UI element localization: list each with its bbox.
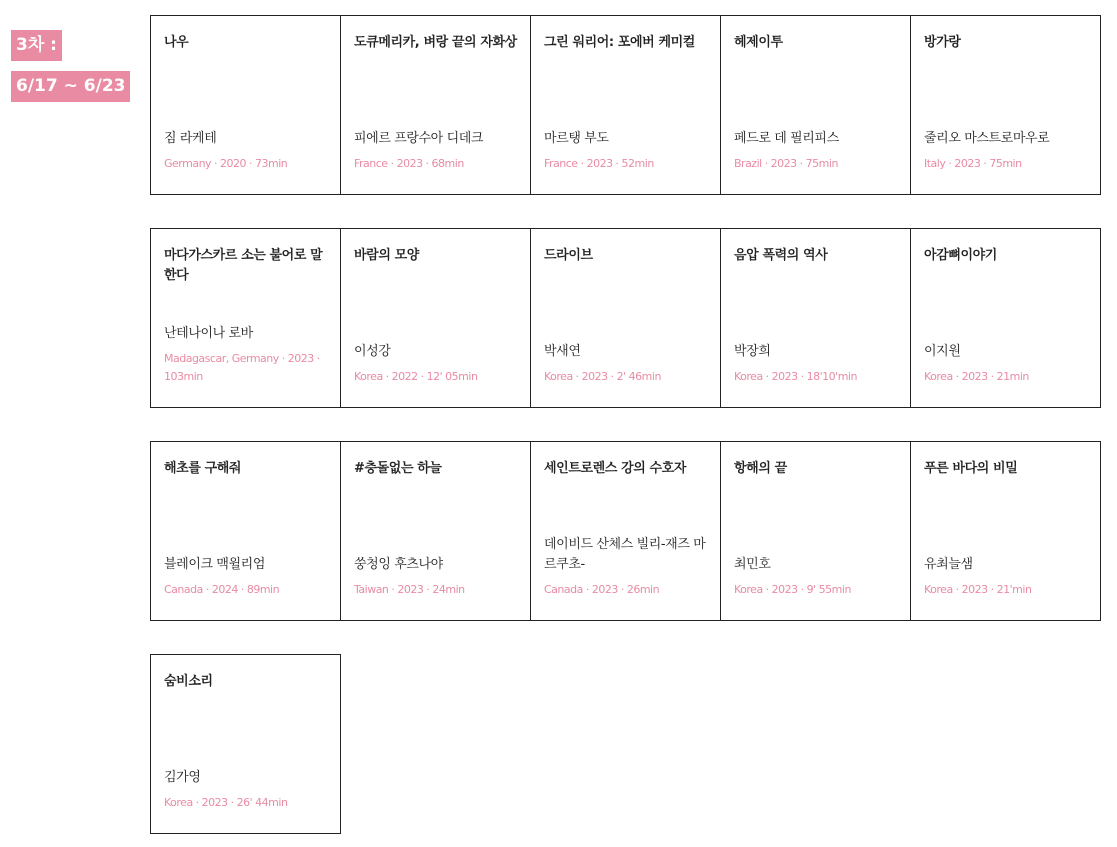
film-title: 해초를 구해줘 [164, 461, 242, 476]
film-card[interactable] [150, 654, 341, 834]
film-row [150, 654, 1102, 834]
film-director: 이지원 [924, 344, 961, 359]
screening-period [11, 30, 130, 102]
film-meta: Korea · 2023 · 21min [924, 370, 1029, 383]
film-card[interactable] [530, 441, 721, 621]
film-director: 줄리오 마스트로마우로 [924, 131, 1050, 146]
film-director: 박장희 [734, 344, 771, 359]
film-director: 이성강 [354, 344, 391, 359]
film-title: 숨비소리 [164, 674, 213, 689]
film-meta: Brazil · 2023 · 75min [734, 157, 838, 170]
film-meta: Korea · 2023 · 9' 55min [734, 583, 851, 596]
film-title: 나우 [164, 35, 189, 50]
film-card[interactable] [340, 228, 531, 408]
film-card[interactable] [910, 228, 1101, 408]
film-card[interactable] [530, 15, 721, 195]
film-director: 박새연 [544, 344, 581, 359]
film-meta: Korea · 2023 · 21'min [924, 583, 1032, 596]
film-director: 최민호 [734, 557, 771, 572]
film-card[interactable] [340, 441, 531, 621]
film-director: 김가영 [164, 770, 201, 785]
film-title: 그린 워리어: 포에버 케미컬 [544, 35, 695, 50]
film-title: 방가랑 [924, 35, 961, 50]
film-title: 헤제이투 [734, 35, 783, 50]
film-title: 음압 폭력의 역사 [734, 248, 828, 263]
film-card[interactable] [720, 15, 911, 195]
film-card[interactable] [150, 15, 341, 195]
film-card[interactable] [150, 228, 341, 408]
film-meta: Taiwan · 2023 · 24min [354, 583, 465, 596]
film-director: 난테나이나 로바 [164, 326, 253, 341]
film-title: 항해의 끝 [734, 461, 787, 476]
film-director: 블레이크 맥윌리엄 [164, 557, 265, 572]
film-title: 푸른 바다의 비밀 [924, 461, 1018, 476]
film-card[interactable] [150, 441, 341, 621]
film-meta: Korea · 2023 · 26' 44min [164, 796, 288, 809]
film-card[interactable] [340, 15, 531, 195]
film-meta: France · 2023 · 52min [544, 157, 654, 170]
film-director: 데이비드 산체스 빌리-재즈 마르쿠초- [544, 537, 706, 572]
film-title: 아감뼈이야기 [924, 248, 997, 263]
film-director: 유최늘샘 [924, 557, 973, 572]
film-director: 피에르 프랑수아 디데크 [354, 131, 484, 146]
round-label: 3차 : [11, 30, 62, 61]
film-title: 세인트로렌스 강의 수호자 [544, 461, 686, 476]
film-row [150, 228, 1102, 408]
film-meta: Korea · 2023 · 2' 46min [544, 370, 661, 383]
film-card[interactable] [530, 228, 721, 408]
film-meta: Madagascar, Germany · 2023 · 103min [164, 352, 320, 383]
film-title: 마다가스카르 소는 불어로 말한다 [164, 248, 323, 283]
film-director: 짐 라케테 [164, 131, 217, 146]
film-meta: Germany · 2020 · 73min [164, 157, 288, 170]
film-card[interactable] [720, 228, 911, 408]
film-title: #충돌없는 하늘 [354, 461, 442, 476]
film-card[interactable] [720, 441, 911, 621]
film-card[interactable] [910, 15, 1101, 195]
film-grid [150, 15, 1102, 847]
date-range: 6/17 ~ 6/23 [11, 71, 130, 102]
film-title: 드라이브 [544, 248, 593, 263]
film-director: 쑹청잉 후츠나야 [354, 557, 443, 572]
film-title: 바람의 모양 [354, 248, 419, 263]
film-director: 마르탱 부도 [544, 131, 609, 146]
film-director: 페드로 데 필리피스 [734, 131, 839, 146]
film-meta: Korea · 2023 · 18'10'min [734, 370, 857, 383]
film-title: 도큐메리카, 벼랑 끝의 자화상 [354, 35, 517, 50]
film-meta: Canada · 2024 · 89min [164, 583, 280, 596]
film-meta: France · 2023 · 68min [354, 157, 464, 170]
film-meta: Italy · 2023 · 75min [924, 157, 1022, 170]
film-row [150, 15, 1102, 195]
film-row [150, 441, 1102, 621]
film-card[interactable] [910, 441, 1101, 621]
film-meta: Korea · 2022 · 12' 05min [354, 370, 478, 383]
film-meta: Canada · 2023 · 26min [544, 583, 660, 596]
